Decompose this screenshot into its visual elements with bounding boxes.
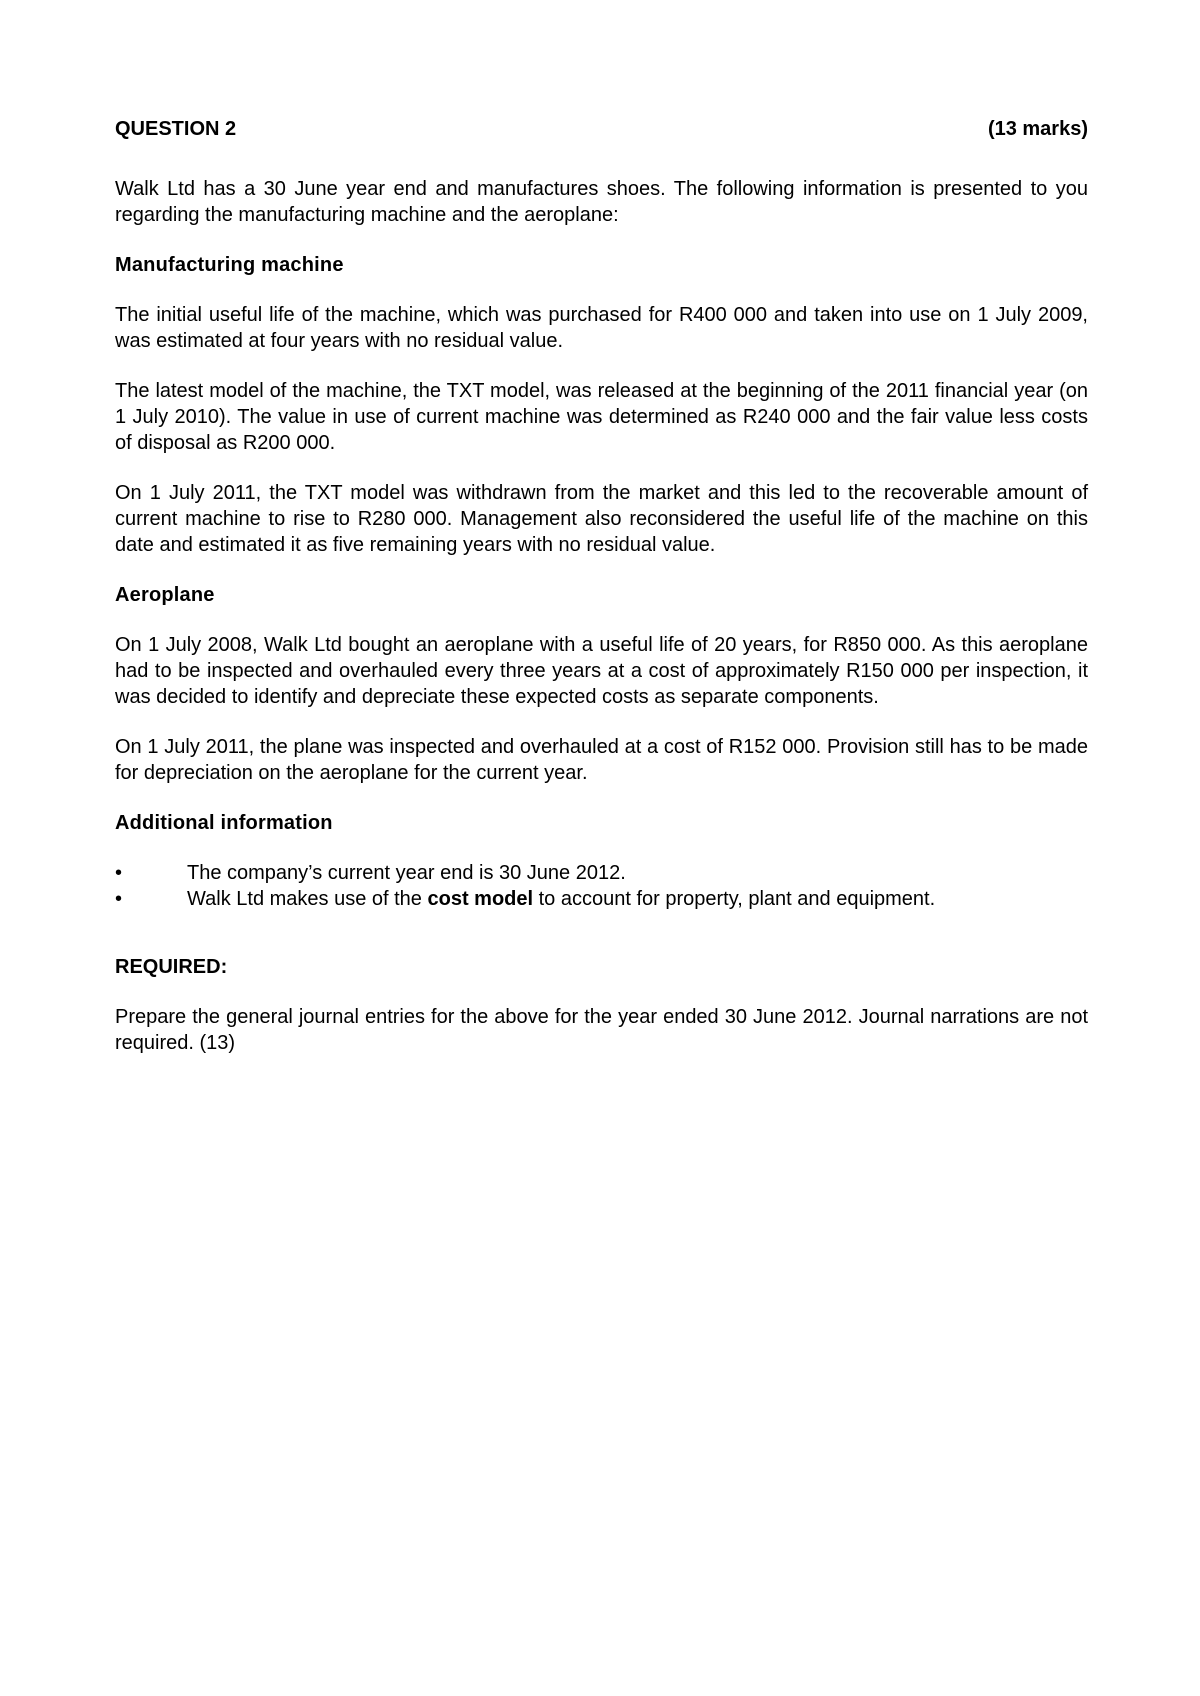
bullet-text	[187, 886, 935, 912]
bullet-text-start: Walk Ltd makes use of the	[187, 888, 428, 910]
required-heading: REQUIRED:	[115, 956, 228, 978]
document-content	[115, 116, 1088, 1080]
machine-paragraph-3: On 1 July 2011, the TXT model was withdrawn from the market and this led to the recoverable amount of current machine to rise to R280 000. Management also reconsidered the useful life of the machine on this date and estimated it as five remaining years with no residual value.	[115, 482, 1088, 556]
machine-paragraph-2: The latest model of the machine, the TXT model, was released at the beginning of the 2011 financial year (on 1 July 2010). The value in use of current machine was determined as R240 000 and the fair value less costs of disposal as R200 000.	[115, 380, 1088, 454]
additional-info-heading: Additional information	[115, 812, 333, 834]
list-item	[115, 860, 1088, 886]
bullet-text-end: to account for property, plant and equipment.	[533, 888, 936, 910]
bullet-icon: •	[115, 888, 123, 910]
cost-model-emphasis: cost model	[427, 888, 534, 910]
aeroplane-paragraph-1: On 1 July 2008, Walk Ltd bought an aeroplane with a useful life of 20 years, for R850 000. As this aeroplane had to be inspected and overhauled every three years at a cost of approximately R150 000 per inspection, it was decided to identify and depreciate these expected costs as separate components.	[115, 634, 1088, 708]
aeroplane-paragraph-2: On 1 July 2011, the plane was inspected and overhauled at a cost of R152 000. Provision still has to be made for depreciation on the aeroplane for the current year.	[115, 736, 1088, 784]
aeroplane-heading: Aeroplane	[115, 584, 215, 606]
required-text: Prepare the general journal entries for the above for the year ended 30 June 2012. Journal narrations are not required. (13)	[115, 1006, 1088, 1054]
machine-heading: Manufacturing machine	[115, 254, 344, 276]
intro-paragraph: Walk Ltd has a 30 June year end and manufactures shoes. The following information is presented to you regarding the manufacturing machine and the aeroplane:	[115, 178, 1088, 226]
question-marks: (13 marks)	[987, 118, 1088, 140]
list-item	[115, 886, 1088, 912]
bullet-text: The company’s current year end is 30 June 2012.	[187, 862, 626, 884]
additional-info-list	[115, 860, 1088, 912]
question-header	[115, 116, 1088, 142]
bullet-icon: •	[115, 862, 123, 884]
question-title: QUESTION 2	[115, 118, 237, 140]
machine-paragraph-1: The initial useful life of the machine, which was purchased for R400 000 and taken into use on 1 July 2009, was estimated at four years with no residual value.	[115, 304, 1088, 352]
